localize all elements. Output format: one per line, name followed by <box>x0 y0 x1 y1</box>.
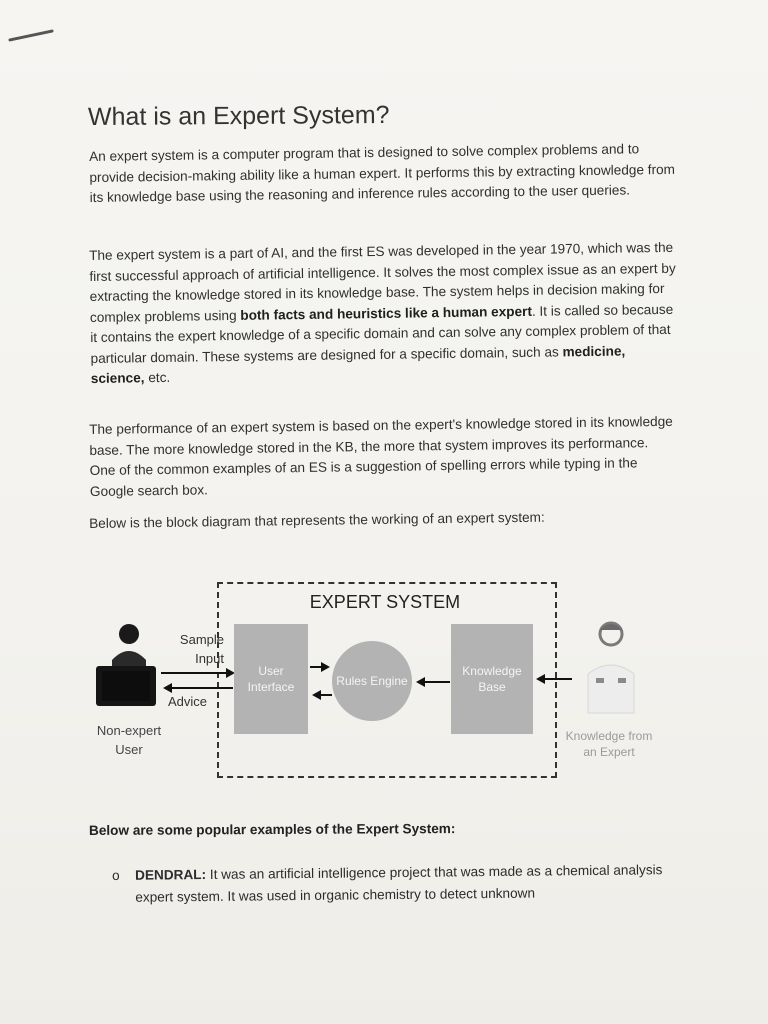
paragraph-history-text-2: . It is called so because it contains the expert knowledge of a specific domain and can solve any complex problem of that particular domain. These systems are designed for a specific domain, such as <box>90 301 674 366</box>
expert-label: Knowledge from an Expert <box>565 729 653 759</box>
expert-system-block-diagram <box>86 578 686 793</box>
paragraph-history-text-1: The expert system is a part of AI, and the first ES was developed in the year 1970, which was the first successful approach of artificial intelligence. It solves the most complex issue as an expert by extracting the knowledge stored in its knowledge base. The system helps in decision making for complex problems using <box>89 239 676 325</box>
advice-arrow-line <box>171 687 233 689</box>
kb-to-rules-arrow-line <box>424 681 450 683</box>
rules-engine-block: Rules Engine <box>332 641 412 721</box>
paragraph-history <box>89 238 679 390</box>
expert-system-title: EXPERT SYSTEM <box>309 592 461 612</box>
paragraph-history-bold-2: medicine, science, <box>90 343 626 386</box>
list-item-title: DENDRAL: <box>135 867 207 883</box>
paragraph-performance: The performance of an expert system is based on the expert's knowledge stored in its knowledge base. The more knowledge stored in the KB, the more that system improves its performance. One of the common examples of an ES is a suggestion of spelling errors while typing in the Google search box. <box>89 413 673 499</box>
rules-to-ui-arrow-head <box>312 690 321 700</box>
staple-mark <box>8 29 54 41</box>
ui-to-rules-arrow-head <box>321 662 330 672</box>
paragraph-history-bold-1: both facts and heuristics like a human expert <box>240 303 533 323</box>
list-item <box>112 859 672 905</box>
paragraph-history-text-3: etc. <box>144 369 171 386</box>
user-label: Non-expert User <box>96 723 162 757</box>
page-title: What is an Expert System? <box>87 100 390 132</box>
paragraph-definition: An expert system is a computer program that is designed to solve complex problems and to provide decision-making ability like a human expert. It performs this by extracting knowledge from its knowledge base using the reasoning and inference rules according to the user queries. <box>89 141 676 205</box>
kb-to-rules-arrow-head <box>416 677 425 687</box>
paragraph-diagram-intro: Below is the block diagram that represents the working of an expert system: <box>89 509 545 531</box>
expert-person-icon <box>576 618 646 718</box>
list-item-description: It was an artificial intelligence project that was made as a chemical analysis expert system. It was used in organic chemistry to detect unknown <box>135 862 663 905</box>
list-item-text <box>135 859 670 909</box>
knowledge-base-block: Knowledge Base <box>451 624 533 734</box>
expert-to-kb-arrow-head <box>536 674 545 684</box>
input-arrow-line <box>161 672 227 674</box>
bullet-marker: o <box>112 867 120 883</box>
user-laptop-icon <box>92 620 158 710</box>
examples-heading: Below are some popular examples of the Expert System: <box>88 821 456 838</box>
advice-label: Advice <box>168 694 208 709</box>
rules-to-ui-arrow-line <box>320 694 332 696</box>
expert-to-kb-arrow-line <box>544 678 572 680</box>
advice-arrow-head <box>163 683 172 693</box>
user-interface-block: User Interface <box>234 624 308 734</box>
sample-input-label: Sample Input <box>179 632 224 666</box>
